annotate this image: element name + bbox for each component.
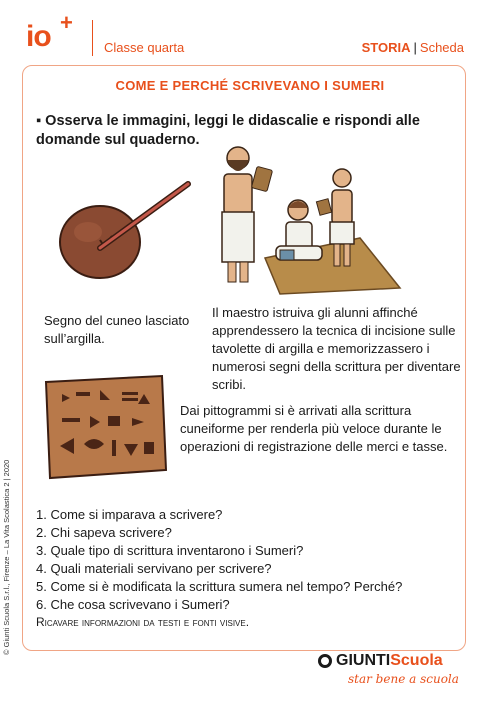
- copyright-note: © Giunti Scuola S.r.l., Firenze – La Vita Scolastica 2 | 2020: [2, 459, 11, 655]
- question-item: 2. Chi sapeva scrivere?: [36, 525, 172, 540]
- grade-label: Classe quarta: [104, 40, 185, 55]
- brand-tagline: star bene a scuola: [348, 672, 459, 686]
- giunti-g-icon: [318, 654, 332, 668]
- clay-ball-illustration: [38, 178, 208, 288]
- tablet-caption: Dai pittogrammi si è arrivati alla scrittura cuneiforme per renderla più veloce durante le operazioni di registrazione delle merci e tasse.: [180, 403, 448, 454]
- scribe-school-illustration: [210, 138, 460, 296]
- clay-caption: Segno del cuneo lasciato sull’argilla.: [44, 313, 190, 346]
- page-title: COME E PERCHÉ SCRIVEVANO I SUMERI: [115, 78, 385, 93]
- cuneiform-tablet-illustration: [40, 372, 170, 484]
- question-item: 3. Quale tipo di scrittura inventarono i Sumeri?: [36, 543, 304, 558]
- giunti-scuola-logo: GIUNTIScuola: [318, 652, 443, 670]
- question-item: 6. Che cosa scrivevano i Sumeri?: [36, 597, 230, 612]
- school-caption: Il maestro istruiva gli alunni affinché apprendessero la tecnica di incisione sulle tavolette di argilla e memorizzassero i numerosi segni della scrittura per diventare scribi.: [212, 305, 461, 392]
- instruction-text: ▪ Osserva le immagini, leggi le didascalie e rispondi alle domande sul quaderno.: [36, 113, 420, 148]
- header-divider: [92, 20, 93, 56]
- io-plus-logo: io +: [26, 10, 72, 53]
- question-item: 5. Come si è modificata la scrittura sumera nel tempo? Perché?: [36, 579, 403, 594]
- task-objective: Ricavare informazioni da testi e fonti visive.: [36, 615, 250, 629]
- question-item: 4. Quali materiali servivano per scrivere?: [36, 561, 272, 576]
- question-item: 1. Come si imparava a scrivere?: [36, 507, 223, 522]
- subject-label: STORIA | Scheda: [361, 40, 464, 55]
- question-list: [36, 506, 456, 614]
